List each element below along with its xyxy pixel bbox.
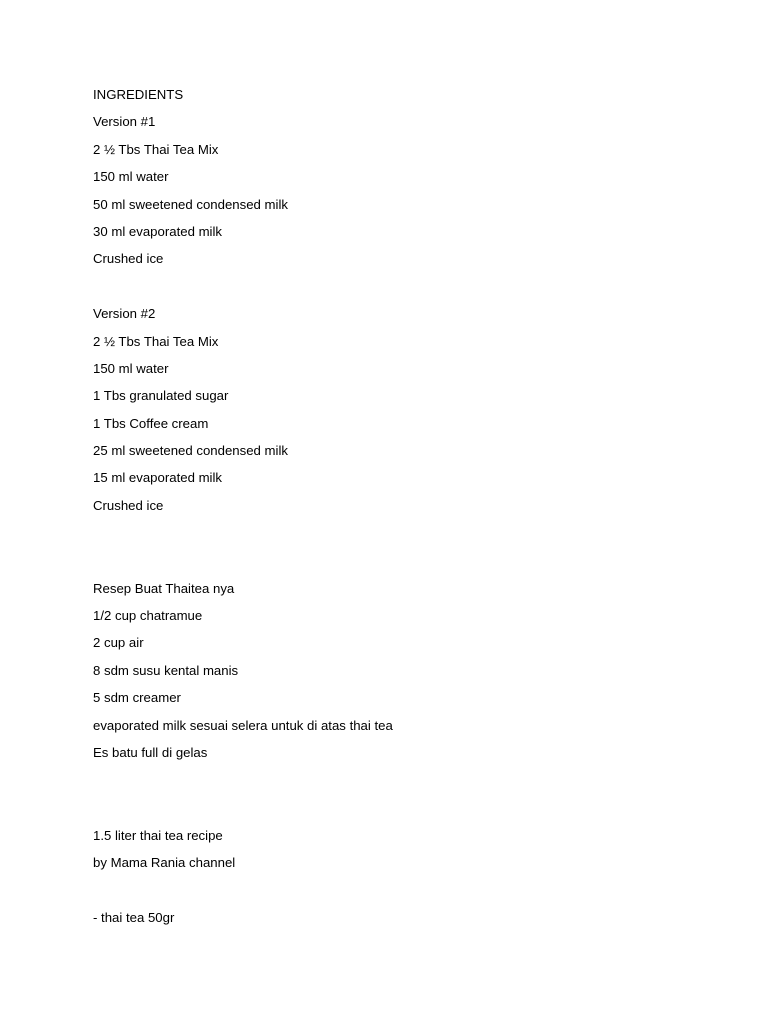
version-2-item: 150 ml water xyxy=(93,360,169,376)
resep-item: 1/2 cup chatramue xyxy=(93,608,203,624)
liter-recipe-title: 1.5 liter thai tea recipe xyxy=(93,827,223,843)
version-1-item: 2 ½ Tbs Thai Tea Mix xyxy=(93,141,219,157)
version-2-item: 2 ½ Tbs Thai Tea Mix xyxy=(93,333,219,349)
version-1-item: 150 ml water xyxy=(93,169,169,185)
blank-line xyxy=(93,882,713,899)
version-1-item: 30 ml evaporated milk xyxy=(93,223,223,239)
version-2-item: 1 Tbs granulated sugar xyxy=(93,388,229,404)
liter-recipe-subtitle: by Mama Rania channel xyxy=(93,855,236,871)
resep-title: Resep Buat Thaitea nya xyxy=(93,580,235,596)
liter-recipe-item: - thai tea 50gr xyxy=(93,909,175,925)
resep-item: 2 cup air xyxy=(93,635,144,651)
version-2-item: 25 ml sweetened condensed milk xyxy=(93,443,288,459)
blank-lines xyxy=(93,524,713,569)
resep-item: Es batu full di gelas xyxy=(93,744,208,760)
blank-lines xyxy=(93,771,713,816)
resep-item: 8 sdm susu kental manis xyxy=(93,662,239,678)
ingredients-heading: INGREDIENTS xyxy=(93,87,184,102)
version-2-item: 15 ml evaporated milk xyxy=(93,470,223,486)
document-body xyxy=(93,86,713,936)
version-1-title: Version #1 xyxy=(93,114,156,130)
version-2-title: Version #2 xyxy=(93,306,156,322)
resep-item: 5 sdm creamer xyxy=(93,690,181,706)
blank-line xyxy=(93,278,713,295)
resep-item: evaporated milk sesuai selera untuk di atas thai tea xyxy=(93,717,393,733)
version-2-item: 1 Tbs Coffee cream xyxy=(93,415,209,431)
version-1-item: Crushed ice xyxy=(93,251,164,267)
version-2-item: Crushed ice xyxy=(93,497,164,513)
version-1-item: 50 ml sweetened condensed milk xyxy=(93,196,288,212)
